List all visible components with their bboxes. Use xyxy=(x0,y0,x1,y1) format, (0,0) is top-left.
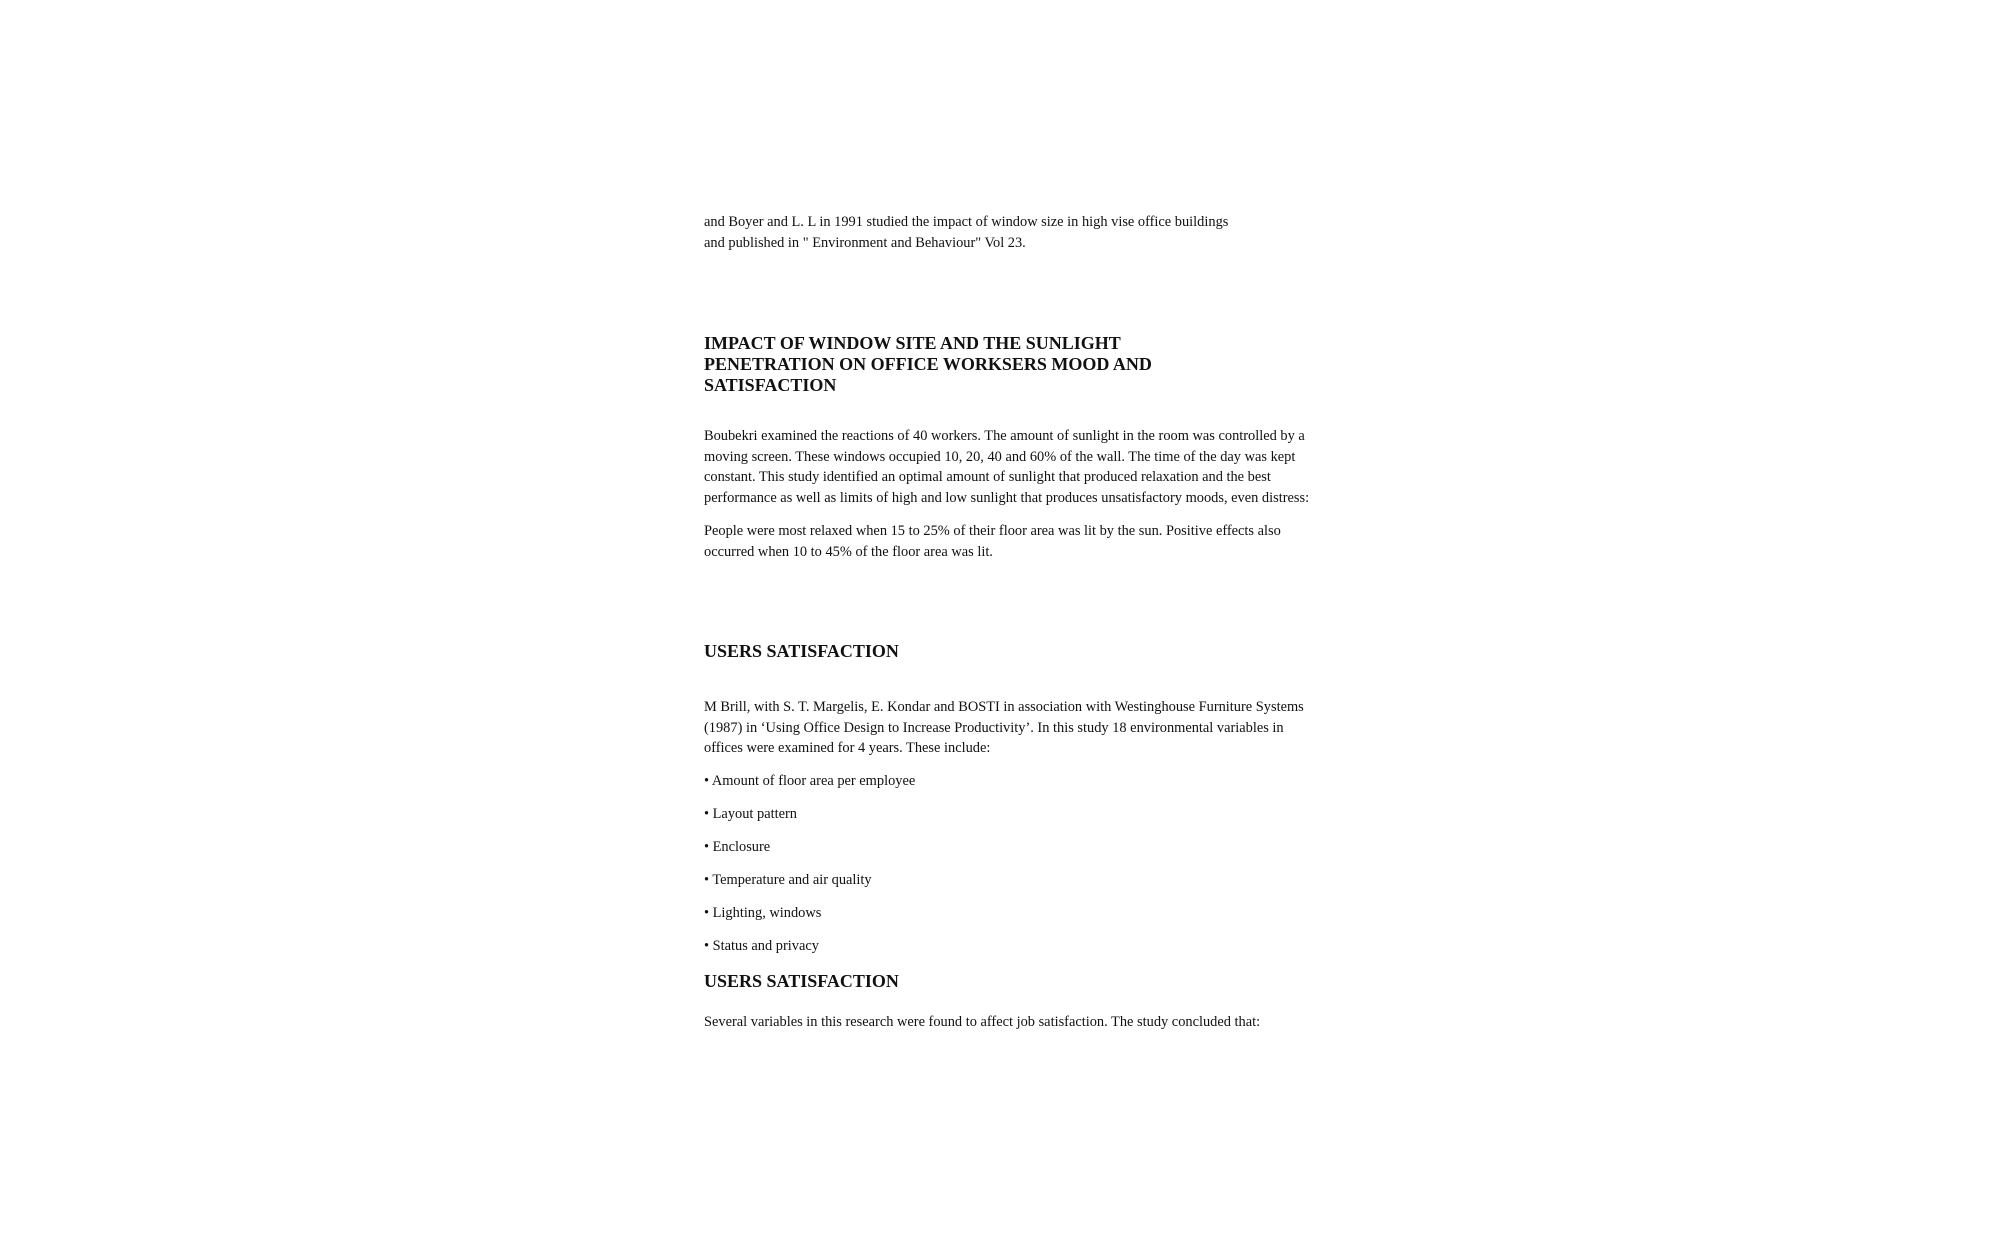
list-item: • Amount of floor area per employee xyxy=(704,773,916,789)
list-item: • Enclosure xyxy=(704,839,771,855)
text-line: and published in " Environment and Behaviour" Vol 23. xyxy=(704,234,1026,251)
list-item: • Temperature and air quality xyxy=(704,872,872,888)
section-heading-window-sunlight xyxy=(704,333,1152,396)
list-item: • Layout pattern xyxy=(704,806,797,822)
heading-line: SATISFACTION xyxy=(704,375,837,395)
relaxation-paragraph xyxy=(704,521,1281,562)
text-line: People were most relaxed when 15 to 25% of their floor area was lit by the sun. Positive effects also xyxy=(704,523,1281,539)
text-line: offices were examined for 4 years. These include: xyxy=(704,740,991,756)
brill-paragraph xyxy=(704,697,1304,759)
text-line: moving screen. These windows occupied 10, 20, 40 and 60% of the wall. The time of the day was kept xyxy=(704,448,1296,465)
text-line: performance as well as limits of high and low sunlight that produces unsatisfactory moods, even distress: xyxy=(704,489,1310,506)
list-item: • Lighting, windows xyxy=(704,905,822,921)
text-line: (1987) in ‘Using Office Design to Increase Productivity’. In this study 18 environmental variables in xyxy=(704,719,1284,736)
list-item: • Status and privacy xyxy=(704,938,819,954)
intro-paragraph xyxy=(704,212,1228,253)
text-line: M Brill, with S. T. Margelis, E. Kondar and BOSTI in association with Westinghouse Furniture Systems xyxy=(704,699,1304,715)
section-heading-users-satisfaction-2: USERS SATISFACTION xyxy=(704,971,899,991)
text-line: Boubekri examined the reactions of 40 workers. The amount of sunlight in the room was controlled by a xyxy=(704,428,1305,444)
heading-line: PENETRATION ON OFFICE WORKSERS MOOD AND xyxy=(704,354,1152,374)
heading-line: IMPACT OF WINDOW SITE AND THE SUNLIGHT xyxy=(704,333,1121,353)
section-heading-users-satisfaction: USERS SATISFACTION xyxy=(704,641,899,661)
text-line: occurred when 10 to 45% of the floor area was lit. xyxy=(704,543,993,560)
conclusion-paragraph: Several variables in this research were found to affect job satisfaction. The study concluded that: xyxy=(704,1014,1261,1030)
text-line: and Boyer and L. L in 1991 studied the impact of window size in high vise office buildings xyxy=(704,214,1229,230)
boubekri-paragraph xyxy=(704,426,1309,508)
text-line: constant. This study identified an optimal amount of sunlight that produced relaxation and the best xyxy=(704,469,1271,485)
